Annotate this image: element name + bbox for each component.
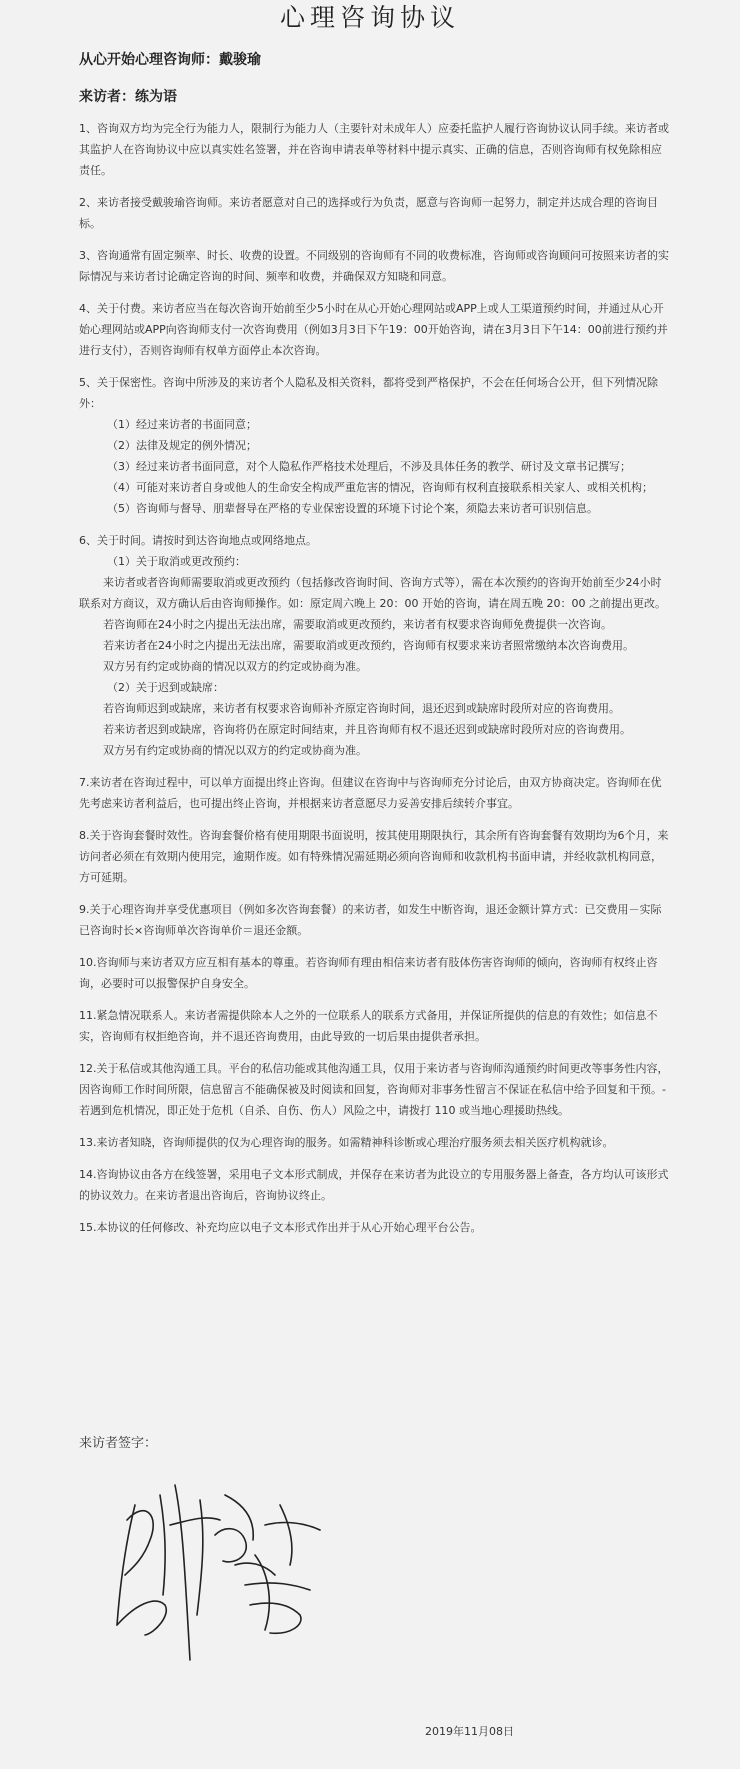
- clause-4: 4、关于付费。来访者应当在每次咨询开始前至少5小时在从心开始心理网站或APP上或人工渠道预约时间，并通过从心开始心理网站或APP向咨询师支付一次咨询费用（例如3月3日下午19：00开始咨询，请在3月3日下午14：00前进行预约并进行支付），否则咨询师有权单方面停止本次咨询。: [79, 302, 668, 357]
- clause-5-item: （1）经过来访者的书面同意；: [107, 418, 257, 431]
- clause-5-intro: 5、关于保密性。咨询中所涉及的来访者个人隐私及相关资料，都将受到严格保护，不会在任何场合公开，但下列情况除外：: [79, 376, 658, 410]
- clause-9: 9.关于心理咨询并享受优惠项目（例如多次咨询套餐）的来访者，如发生中断咨询，退还金额计算方式：已交费用－实际已咨询时长×咨询师单次咨询单价＝退还金额。: [79, 903, 662, 937]
- clause-6-sub1-line: 双方另有约定或协商的情况以双方的约定或协商为准。: [103, 660, 367, 673]
- clause-5-item: （3）经过来访者书面同意，对个人隐私作严格技术处理后，不涉及具体任务的教学、研讨及文章书记撰写；: [107, 460, 631, 473]
- clause-7: 7.来访者在咨询过程中，可以单方面提出终止咨询。但建议在咨询中与咨询师充分讨论后，由双方协商决定。咨询师在优先考虑来访者利益后，也可提出终止咨询，并根据来访者意愿尽力妥善安排后续转介事宜。: [79, 776, 662, 810]
- clause-2: 2、来访者接受戴骏瑜咨询师。来访者愿意对自己的选择或行为负责，愿意与咨询师一起努力，制定并达成合理的咨询目标。: [79, 196, 658, 230]
- clause-3: 3、咨询通常有固定频率、时长、收费的设置。不同级别的咨询师有不同的收费标准，咨询师或咨询顾问可按照来访者的实际情况与来访者讨论确定咨询的时间、频率和收费，并确保双方知晓和同意。: [79, 249, 669, 283]
- clause-6-sub2-title: （2）关于迟到或缺席：: [107, 681, 224, 694]
- clause-5-item: （4）可能对来访者自身或他人的生命安全构成严重危害的情况，咨询师有权利直接联系相关家人、或相关机构；: [107, 481, 653, 494]
- clause-6-sub1-para: 来访者或者咨询师需要取消或更改预约（包括修改咨询时间、咨询方式等），需在本次预约的咨询开始前至少24小时联系对方商议，双方确认后由咨询师操作。如：原定周六晚上 20：00 开始的咨询，请在周五晚 20：00 之前提出更改。: [79, 576, 666, 610]
- handwritten-signature: [105, 1465, 335, 1665]
- clause-6-sub1-line: 若来访者在24小时之内提出无法出席，需要取消或更改预约，咨询师有权要求来访者照常缴纳本次咨询费用。: [103, 639, 634, 652]
- clause-10: 10.咨询师与来访者双方应互相有基本的尊重。若咨询师有理由相信来访者有肢体伤害咨询师的倾向，咨询师有权终止咨询，必要时可以报警保护自身安全。: [79, 956, 658, 990]
- clause-12: 12.关于私信或其他沟通工具。平台的私信功能或其他沟通工具，仅用于来访者与咨询师沟通预约时间更改等事务性内容，因咨询师工作时间所限，信息留言不能确保被及时阅读和回复，咨询师对非事务性留言不保证在私信中给予回复和干预。- 若遇到危机情况，即正处于危机（自杀、自伤、伤人）风险之中，请拨打 110 或当地心理援助热线。: [79, 1062, 669, 1117]
- clause-13: 13.来访者知晓，咨询师提供的仅为心理咨询的服务。如需精神科诊断或心理治疗服务须去相关医疗机构就诊。: [79, 1136, 614, 1149]
- clause-6-sub1-line: 若咨询师在24小时之内提出无法出席，需要取消或更改预约，来访者有权要求咨询师免费提供一次咨询。: [103, 618, 612, 631]
- clause-15: 15.本协议的任何修改、补充均应以电子文本形式作出并于从心开始心理平台公告。: [79, 1221, 482, 1234]
- counselor-line: 从心开始心理咨询师：戴骏瑜: [79, 52, 261, 68]
- signing-date: 2019年11月08日: [425, 1725, 514, 1738]
- clause-5-item: （2）法律及规定的例外情况；: [107, 439, 257, 452]
- clause-6-sub2-line: 若咨询师迟到或缺席，来访者有权要求咨询师补齐原定咨询时间，退还迟到或缺席时段所对应的咨询费用。: [103, 702, 620, 715]
- clause-6-sub2-line: 双方另有约定或协商的情况以双方的约定或协商为准。: [103, 744, 367, 757]
- clause-1: 1、咨询双方均为完全行为能力人，限制行为能力人（主要针对未成年人）应委托监护人履行咨询协议认同手续。来访者或其监护人在咨询协议中应以真实姓名签署，并在咨询申请表单等材料中提示真实、正确的信息，否则咨询师有权免除相应责任。: [79, 122, 669, 177]
- clause-6-sub1-title: （1）关于取消或更改预约：: [107, 555, 246, 568]
- client-line: 来访者：练为语: [79, 89, 177, 105]
- clause-6-intro: 6、关于时间。请按时到达咨询地点或网络地点。: [79, 534, 317, 547]
- clause-6-sub2-line: 若来访者迟到或缺席，咨询将仍在原定时间结束，并且咨询师有权不退还迟到或缺席时段所对应的咨询费用。: [103, 723, 631, 736]
- clause-11: 11.紧急情况联系人。来访者需提供除本人之外的一位联系人的联系方式备用，并保证所提供的信息的有效性；如信息不实，咨询师有权拒绝咨询，并不退还咨询费用，由此导致的一切后果由提供者承担。: [79, 1009, 658, 1043]
- clauses-list: [79, 118, 671, 1249]
- signature-label: 来访者签字：: [79, 1436, 158, 1451]
- clause-5-item: （5）咨询师与督导、朋辈督导在严格的专业保密设置的环境下讨论个案，须隐去来访者可识别信息。: [107, 502, 598, 515]
- document-title: 心理咨询协议: [279, 3, 460, 32]
- clause-8: 8.关于咨询套餐时效性。咨询套餐价格有使用期限书面说明，按其使用期限执行，其余所有咨询套餐有效期均为6个月，来访问者必须在有效期内使用完，逾期作废。如有特殊情况需延期必须向咨询师和收款机构书面申请，并经收款机构同意，方可延期。: [79, 829, 669, 884]
- clause-14: 14.咨询协议由各方在线签署，采用电子文本形式制成，并保存在来访者为此设立的专用服务器上备查，各方均认可该形式的协议效力。在来访者退出咨询后，咨询协议终止。: [79, 1168, 669, 1202]
